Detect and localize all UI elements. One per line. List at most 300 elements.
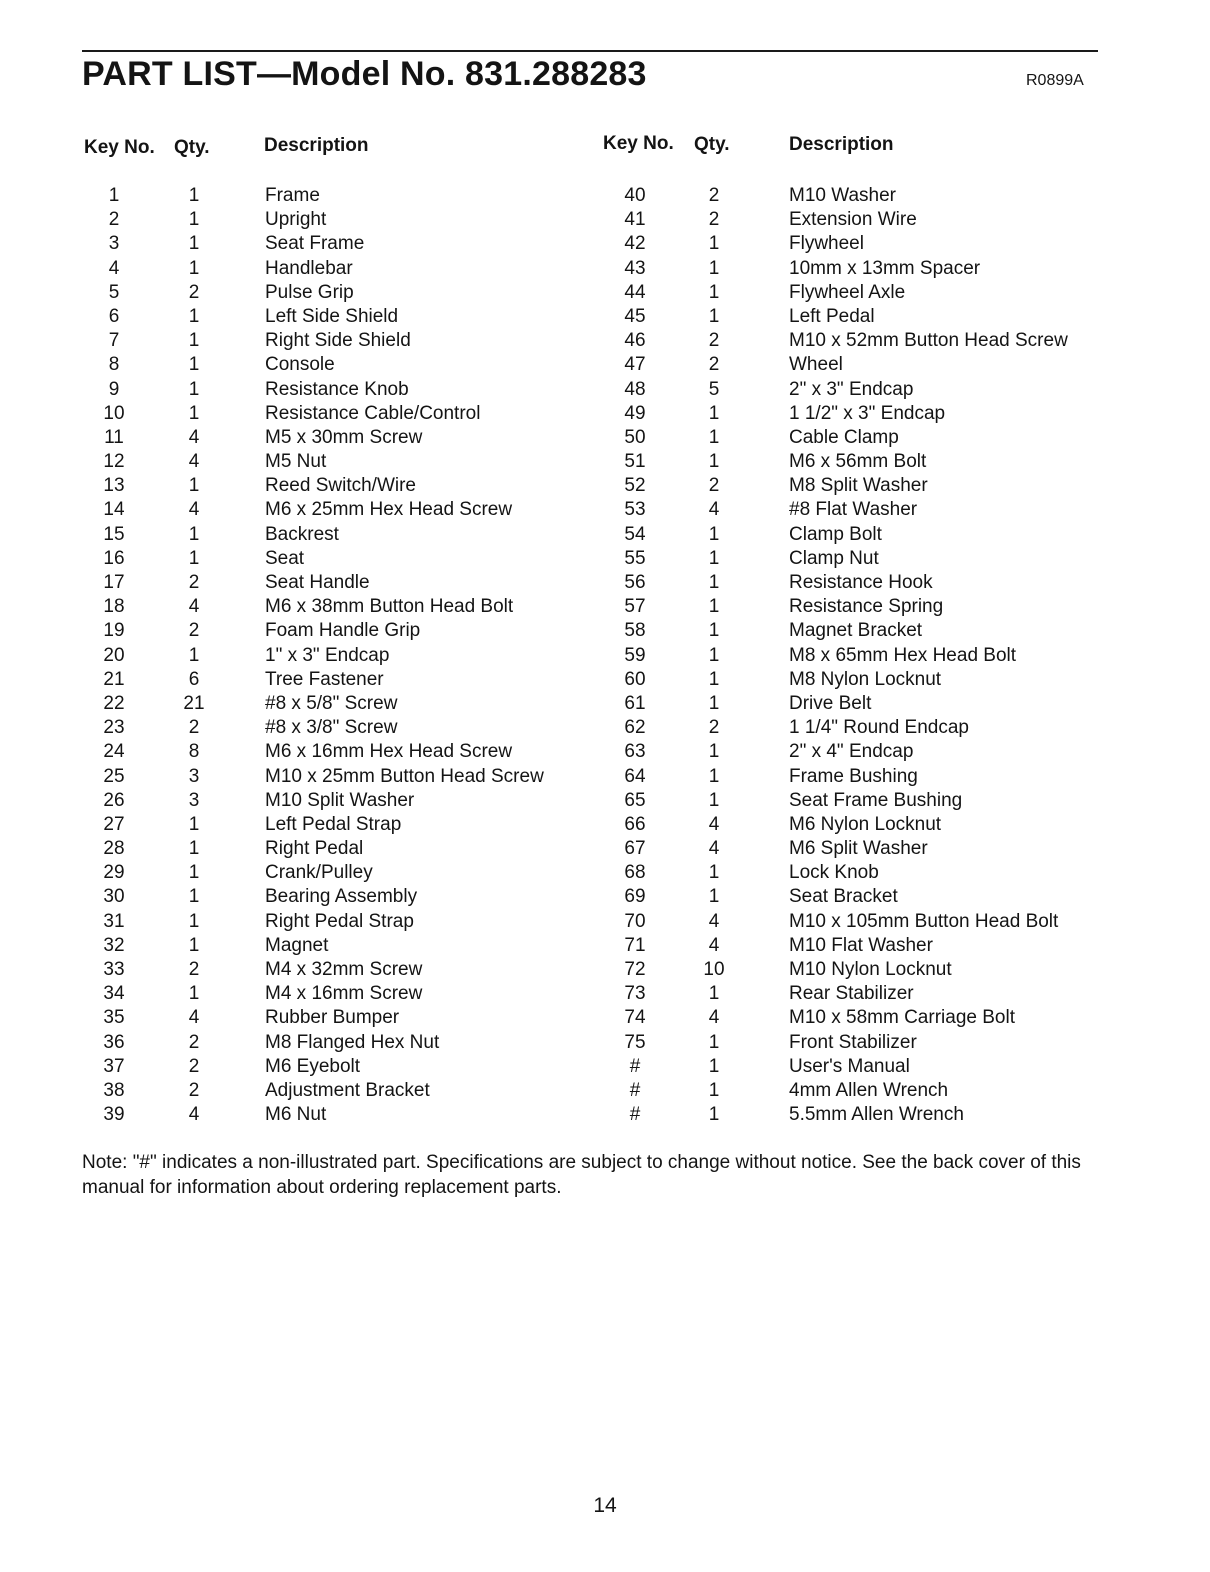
- part-row: [82, 982, 602, 1006]
- document-code: R0899A: [1026, 72, 1084, 89]
- part-row: [82, 861, 602, 885]
- part-description: M10 Flat Washer: [789, 934, 933, 956]
- part-row: [600, 450, 1110, 474]
- part-description: M4 x 32mm Screw: [265, 959, 423, 980]
- part-qty: 1: [708, 523, 720, 545]
- part-key: 45: [624, 305, 646, 327]
- part-qty: 1: [188, 378, 200, 400]
- page-title: PART LIST—Model No. 831.288283: [82, 55, 647, 93]
- part-key: 19: [103, 620, 125, 642]
- part-qty: 1: [188, 523, 200, 545]
- part-key: 46: [624, 330, 646, 352]
- part-qty: 1: [708, 983, 720, 1005]
- part-qty: 1: [188, 886, 200, 908]
- part-qty: 1: [188, 209, 200, 231]
- part-qty: 2: [708, 354, 720, 376]
- part-description: 5.5mm Allen Wrench: [789, 1104, 964, 1126]
- part-qty: 1: [188, 644, 200, 666]
- right-header-qty: Qty.: [694, 134, 730, 155]
- part-key: 66: [624, 813, 646, 835]
- part-key: 74: [624, 1007, 646, 1029]
- part-qty: 1: [708, 644, 720, 666]
- part-key: 48: [624, 378, 646, 400]
- part-row: [600, 281, 1110, 305]
- part-key: 32: [103, 934, 125, 956]
- part-key: 2: [108, 209, 120, 231]
- part-row: [600, 426, 1110, 450]
- part-row: [82, 1079, 602, 1103]
- part-row: [82, 813, 602, 837]
- part-description: M8 Split Washer: [789, 475, 928, 497]
- part-key: 11: [104, 426, 124, 448]
- part-description: Frame: [265, 185, 320, 206]
- part-key: 57: [624, 596, 646, 618]
- part-row: [600, 692, 1110, 716]
- part-row: [82, 885, 602, 909]
- part-row: [82, 595, 602, 619]
- part-description: Adjustment Bracket: [265, 1079, 430, 1101]
- part-description: 4mm Allen Wrench: [789, 1079, 949, 1101]
- part-key: 18: [103, 596, 125, 618]
- part-qty: 1: [708, 572, 720, 593]
- part-key: 21: [103, 668, 125, 690]
- part-row: [82, 353, 602, 377]
- part-qty: 10: [703, 959, 725, 980]
- part-qty: 1: [188, 475, 200, 497]
- part-row: [82, 644, 602, 668]
- part-row: [82, 934, 602, 958]
- part-key: 61: [624, 692, 646, 714]
- part-description: M10 Washer: [789, 185, 896, 206]
- part-key: 44: [624, 281, 646, 303]
- part-qty: 2: [188, 1079, 200, 1101]
- part-description: Seat Frame Bushing: [789, 789, 963, 811]
- part-key: 52: [624, 475, 646, 497]
- part-row: [82, 571, 602, 595]
- part-row: [82, 232, 602, 256]
- part-description: M6 Nylon Locknut: [789, 813, 942, 835]
- part-key: 71: [624, 934, 646, 956]
- part-key: 69: [624, 886, 646, 908]
- part-row: [82, 716, 602, 740]
- part-qty: 4: [188, 499, 200, 521]
- part-key: #: [629, 1104, 641, 1126]
- part-qty: 4: [188, 596, 200, 618]
- part-key: 24: [103, 741, 125, 763]
- part-row: [82, 498, 602, 522]
- part-row: [600, 257, 1110, 281]
- part-description: Front Stabilizer: [789, 1031, 917, 1053]
- part-row: [600, 861, 1110, 885]
- part-row: [82, 474, 602, 498]
- part-description: Crank/Pulley: [265, 862, 373, 884]
- part-row: [600, 547, 1110, 571]
- part-qty: 1: [708, 1079, 720, 1101]
- part-qty: 1: [188, 330, 200, 352]
- part-qty: 2: [188, 572, 200, 593]
- part-qty: 8: [188, 741, 200, 763]
- part-key: 39: [103, 1104, 125, 1126]
- part-qty: 1: [708, 1104, 720, 1126]
- part-description: Resistance Cable/Control: [265, 402, 481, 424]
- part-qty: 1: [188, 354, 200, 376]
- part-row: [82, 668, 602, 692]
- part-description: M8 Nylon Locknut: [789, 668, 942, 690]
- part-row: [600, 595, 1110, 619]
- part-qty: 4: [708, 499, 720, 521]
- part-row: [600, 1006, 1110, 1030]
- part-description: 1 1/4" Round Endcap: [789, 717, 969, 739]
- parts-list-left: [82, 184, 602, 1127]
- part-description: M8 Flanged Hex Nut: [265, 1031, 440, 1053]
- part-description: Resistance Spring: [789, 596, 944, 618]
- part-row: [82, 402, 602, 426]
- part-row: [600, 353, 1110, 377]
- part-qty: 4: [708, 838, 720, 860]
- right-header-description: Description: [789, 134, 894, 155]
- part-qty: 1: [188, 910, 200, 932]
- part-qty: 4: [188, 1007, 200, 1029]
- part-description: M10 x 105mm Button Head Bolt: [789, 910, 1059, 932]
- part-description: Clamp Nut: [789, 547, 879, 569]
- part-description: Right Side Shield: [265, 330, 411, 352]
- part-description: Handlebar: [265, 257, 353, 279]
- part-qty: 6: [188, 668, 200, 690]
- part-row: [82, 619, 602, 643]
- part-key: 27: [103, 813, 125, 835]
- part-description: Frame Bushing: [789, 765, 918, 787]
- part-key: 9: [108, 378, 120, 400]
- part-row: [600, 619, 1110, 643]
- part-description: Cable Clamp: [789, 426, 899, 448]
- part-description: Drive Belt: [789, 692, 872, 714]
- part-description: #8 x 5/8" Screw: [265, 692, 398, 714]
- part-description: M10 Nylon Locknut: [789, 959, 952, 980]
- part-row: [600, 910, 1110, 934]
- part-row: [82, 765, 602, 789]
- part-description: Extension Wire: [789, 209, 917, 231]
- part-description: M6 x 56mm Bolt: [789, 451, 927, 473]
- part-row: [600, 378, 1110, 402]
- part-row: [600, 813, 1110, 837]
- part-key: 43: [624, 257, 646, 279]
- part-row: [600, 184, 1110, 208]
- part-row: [600, 571, 1110, 595]
- part-row: [600, 402, 1110, 426]
- part-description: Upright: [265, 209, 327, 231]
- part-description: Reed Switch/Wire: [265, 475, 416, 497]
- part-key: 4: [108, 257, 120, 279]
- part-row: [600, 740, 1110, 764]
- part-qty: 1: [708, 596, 720, 618]
- part-description: #8 x 3/8" Screw: [265, 717, 398, 739]
- part-key: 65: [624, 789, 646, 811]
- part-row: [82, 958, 602, 982]
- part-qty: 1: [708, 741, 720, 763]
- part-qty: 1: [188, 233, 200, 255]
- part-row: [82, 184, 602, 208]
- part-description: 10mm x 13mm Spacer: [789, 257, 981, 279]
- left-header-description: Description: [264, 135, 369, 156]
- part-qty: 3: [188, 789, 200, 811]
- part-key: 37: [103, 1055, 125, 1077]
- part-key: 49: [624, 402, 646, 424]
- part-description: M10 x 58mm Carriage Bolt: [789, 1007, 1015, 1029]
- part-description: M6 x 25mm Hex Head Screw: [265, 499, 513, 521]
- left-header-qty: Qty.: [174, 137, 210, 158]
- right-header-key: Key No.: [603, 133, 674, 154]
- part-qty: 1: [708, 305, 720, 327]
- part-key: 22: [103, 692, 125, 714]
- part-description: M6 x 38mm Button Head Bolt: [265, 596, 514, 618]
- part-description: M6 Eyebolt: [265, 1055, 361, 1077]
- part-qty: 1: [708, 547, 720, 569]
- part-key: 73: [624, 983, 646, 1005]
- part-description: Wheel: [789, 354, 843, 376]
- part-description: Right Pedal Strap: [265, 910, 414, 932]
- part-key: 20: [103, 644, 125, 666]
- part-row: [600, 837, 1110, 861]
- part-qty: 1: [708, 789, 720, 811]
- part-description: M5 x 30mm Screw: [265, 426, 423, 448]
- part-row: [600, 329, 1110, 353]
- part-row: [82, 426, 602, 450]
- part-key: 63: [624, 741, 646, 763]
- part-key: 25: [103, 765, 125, 787]
- part-qty: 2: [188, 620, 200, 642]
- part-key: #: [629, 1079, 641, 1101]
- part-description: Left Pedal: [789, 305, 875, 327]
- part-row: [600, 1031, 1110, 1055]
- part-row: [600, 1055, 1110, 1079]
- part-key: 30: [103, 886, 125, 908]
- part-description: Seat Bracket: [789, 886, 898, 908]
- part-row: [600, 934, 1110, 958]
- part-qty: 1: [188, 257, 200, 279]
- part-description: Foam Handle Grip: [265, 620, 421, 642]
- part-description: Seat: [265, 547, 305, 569]
- part-description: Backrest: [265, 523, 339, 545]
- part-key: 64: [624, 765, 646, 787]
- part-description: Clamp Bolt: [789, 523, 882, 545]
- part-key: 62: [624, 717, 646, 739]
- part-key: #: [629, 1055, 641, 1077]
- part-key: 47: [624, 354, 646, 376]
- part-qty: 4: [708, 934, 720, 956]
- part-row: [82, 1055, 602, 1079]
- part-qty: 2: [708, 209, 720, 231]
- part-row: [600, 1079, 1110, 1103]
- part-row: [82, 837, 602, 861]
- part-key: 17: [103, 572, 125, 593]
- part-key: 59: [624, 644, 646, 666]
- part-row: [82, 547, 602, 571]
- left-header-key: Key No.: [84, 137, 155, 158]
- part-key: 31: [103, 910, 125, 932]
- part-qty: 2: [708, 185, 720, 206]
- part-description: Rear Stabilizer: [789, 983, 914, 1005]
- part-qty: 2: [708, 475, 720, 497]
- part-description: Magnet Bracket: [789, 620, 923, 642]
- part-description: Right Pedal: [265, 838, 364, 860]
- part-row: [82, 329, 602, 353]
- part-qty: 1: [188, 185, 200, 206]
- title-rule: [82, 50, 1098, 52]
- part-qty: 1: [188, 813, 200, 835]
- part-key: 26: [103, 789, 125, 811]
- part-qty: 1: [188, 305, 200, 327]
- part-key: 15: [103, 523, 125, 545]
- part-row: [600, 523, 1110, 547]
- part-qty: 1: [708, 668, 720, 690]
- part-row: [82, 910, 602, 934]
- part-qty: 3: [188, 765, 200, 787]
- part-description: Rubber Bumper: [265, 1007, 400, 1029]
- part-key: 34: [103, 983, 125, 1005]
- part-row: [82, 378, 602, 402]
- part-key: 42: [624, 233, 646, 255]
- part-row: [600, 716, 1110, 740]
- part-row: [82, 692, 602, 716]
- part-key: 58: [624, 620, 646, 642]
- part-description: M10 x 52mm Button Head Screw: [789, 330, 1068, 352]
- part-description: M10 x 25mm Button Head Screw: [265, 765, 544, 787]
- part-row: [82, 1031, 602, 1055]
- part-description: M5 Nut: [265, 451, 327, 473]
- part-qty: 1: [708, 692, 720, 714]
- part-qty: 1: [708, 1031, 720, 1053]
- part-row: [82, 789, 602, 813]
- part-key: 72: [624, 959, 646, 980]
- part-key: 8: [108, 354, 120, 376]
- part-description: M10 Split Washer: [265, 789, 415, 811]
- part-key: 55: [624, 547, 646, 569]
- part-row: [600, 644, 1110, 668]
- part-description: 2" x 3" Endcap: [789, 378, 914, 400]
- part-description: Flywheel: [789, 233, 864, 255]
- part-description: Magnet: [265, 934, 329, 956]
- part-qty: 1: [188, 402, 200, 424]
- part-description: M4 x 16mm Screw: [265, 983, 423, 1005]
- part-key: 29: [103, 862, 125, 884]
- part-key: 12: [103, 451, 125, 473]
- part-key: 53: [624, 499, 646, 521]
- part-key: 41: [624, 209, 646, 231]
- part-row: [82, 305, 602, 329]
- part-qty: 1: [708, 426, 720, 448]
- part-qty: 4: [708, 813, 720, 835]
- part-qty: 1: [188, 934, 200, 956]
- part-key: 70: [624, 910, 646, 932]
- part-key: 40: [624, 185, 646, 206]
- part-row: [600, 982, 1110, 1006]
- part-qty: 1: [188, 862, 200, 884]
- part-key: 36: [103, 1031, 125, 1053]
- part-key: 6: [108, 305, 120, 327]
- part-description: Tree Fastener: [265, 668, 384, 690]
- part-qty: 2: [188, 1031, 200, 1053]
- part-key: 14: [103, 499, 125, 521]
- part-qty: 1: [188, 547, 200, 569]
- part-qty: 1: [708, 1055, 720, 1077]
- part-qty: 2: [708, 717, 720, 739]
- part-description: Resistance Knob: [265, 378, 409, 400]
- part-key: 13: [103, 475, 125, 497]
- part-qty: 2: [188, 281, 200, 303]
- part-qty: 1: [708, 233, 720, 255]
- part-qty: 2: [708, 330, 720, 352]
- part-key: 75: [624, 1031, 646, 1053]
- part-qty: 1: [708, 402, 720, 424]
- part-key: 60: [624, 668, 646, 690]
- part-description: Pulse Grip: [265, 281, 354, 303]
- part-qty: 5: [708, 378, 720, 400]
- part-row: [82, 1006, 602, 1030]
- part-description: Seat Frame: [265, 233, 365, 255]
- part-qty: 2: [188, 959, 200, 980]
- part-row: [600, 789, 1110, 813]
- part-qty: 4: [188, 451, 200, 473]
- part-qty: 2: [188, 1055, 200, 1077]
- part-key: 23: [103, 717, 125, 739]
- part-row: [82, 208, 602, 232]
- part-row: [82, 450, 602, 474]
- part-row: [600, 208, 1110, 232]
- part-key: 67: [624, 838, 646, 860]
- part-description: Left Pedal Strap: [265, 813, 402, 835]
- part-row: [600, 474, 1110, 498]
- footnote: Note: "#" indicates a non-illustrated part. Specifications are subject to change without notice. See the back cover of this manual for information about ordering replacement parts.: [82, 1152, 1081, 1198]
- part-description: 2" x 4" Endcap: [789, 741, 914, 763]
- part-row: [82, 281, 602, 305]
- page-number: 14: [593, 1494, 617, 1517]
- part-key: 51: [624, 451, 646, 473]
- part-key: 56: [624, 572, 646, 593]
- part-qty: 2: [188, 717, 200, 739]
- part-qty: 4: [188, 426, 200, 448]
- part-description: M6 Nut: [265, 1104, 327, 1126]
- part-key: 1: [108, 185, 120, 206]
- part-qty: 21: [183, 692, 205, 714]
- part-description: Bearing Assembly: [265, 886, 418, 908]
- part-key: 38: [103, 1079, 125, 1101]
- part-description: M6 x 16mm Hex Head Screw: [265, 741, 513, 763]
- part-key: 16: [103, 547, 125, 569]
- part-qty: 1: [708, 862, 720, 884]
- part-qty: 1: [708, 886, 720, 908]
- part-qty: 1: [708, 257, 720, 279]
- part-key: 28: [103, 838, 125, 860]
- part-qty: 4: [708, 910, 720, 932]
- part-description: Left Side Shield: [265, 305, 399, 327]
- part-description: Resistance Hook: [789, 572, 933, 593]
- part-description: M6 Split Washer: [789, 838, 928, 860]
- part-row: [600, 232, 1110, 256]
- part-row: [82, 740, 602, 764]
- part-description: Flywheel Axle: [789, 281, 906, 303]
- part-row: [600, 498, 1110, 522]
- part-qty: 1: [188, 838, 200, 860]
- part-row: [82, 257, 602, 281]
- part-qty: 1: [188, 983, 200, 1005]
- part-description: M8 x 65mm Hex Head Bolt: [789, 644, 1017, 666]
- part-row: [600, 1103, 1110, 1127]
- part-qty: 1: [708, 765, 720, 787]
- part-qty: 4: [188, 1104, 200, 1126]
- part-row: [600, 668, 1110, 692]
- part-description: Seat Handle: [265, 572, 370, 593]
- part-qty: 1: [708, 620, 720, 642]
